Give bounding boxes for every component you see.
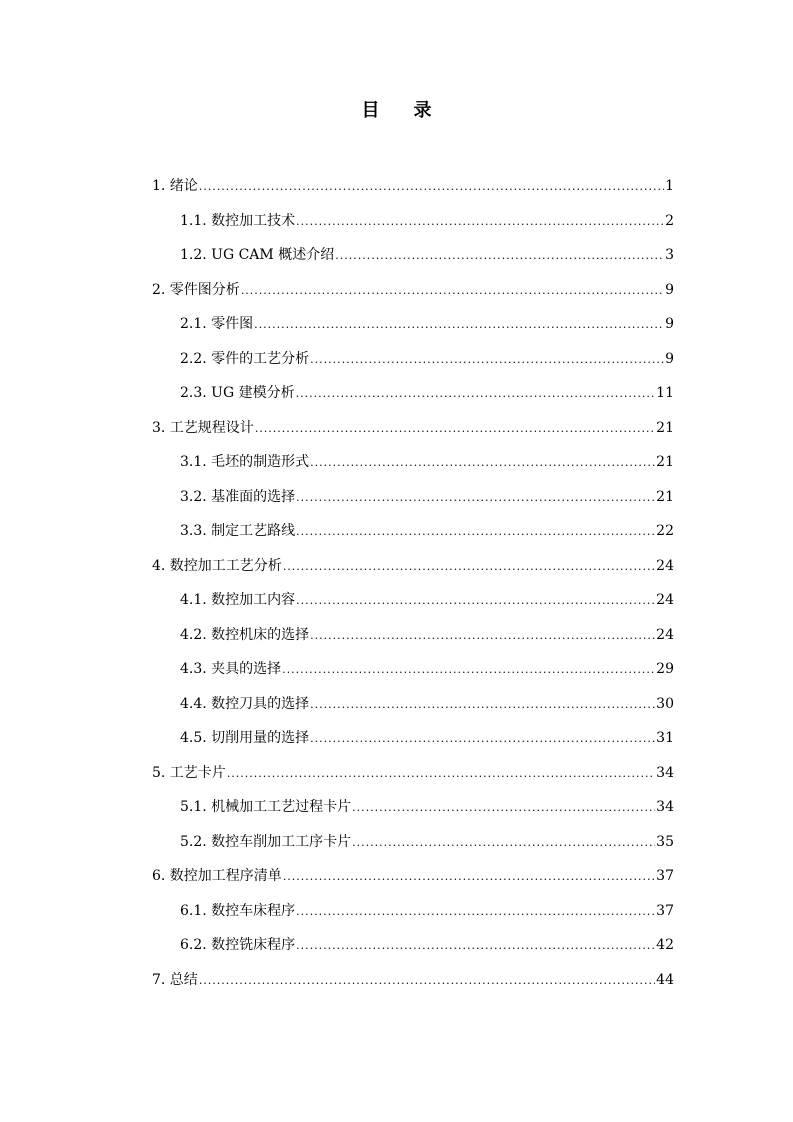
toc-subsection-entry[interactable] [152,724,674,759]
toc-entry-page-number: 30 [656,695,674,712]
toc-entry-label: 1.1. 数控加工技术 [180,212,296,229]
toc-title-char-2: 录 [413,100,432,121]
toc-entry-page-number: 21 [656,454,674,470]
toc-entry-page-number: 1 [665,178,674,194]
toc-list [152,172,674,1000]
toc-dot-leader [335,242,664,270]
toc-entry-label: 2.1. 零件图 [180,316,254,332]
toc-title [0,96,793,122]
toc-subsection-entry[interactable] [152,517,674,552]
toc-entry-label: 2. 零件图分析 [152,281,240,298]
toc-section-entry[interactable] [152,862,674,897]
toc-dot-leader [296,898,655,926]
toc-entry-page-number: 34 [656,799,674,815]
toc-entry-label: 6. 数控加工程序清单 [152,868,282,884]
toc-section-entry[interactable] [152,276,674,311]
toc-dot-leader [254,311,664,339]
toc-entry-label: 4. 数控加工工艺分析 [152,557,282,574]
toc-entry-label: 1.2. UG CAM 概述介绍 [180,247,335,263]
toc-entry-label: 5.2. 数控车削加工工序卡片 [180,833,352,850]
toc-dot-leader [283,553,655,581]
toc-subsection-entry[interactable] [152,897,674,932]
toc-dot-leader [296,484,655,512]
toc-entry-label: 4.5. 切削用量的选择 [180,730,310,746]
toc-dot-leader [310,346,664,374]
toc-entry-label: 4.2. 数控机床的选择 [180,626,310,643]
toc-title-char-1: 目 [361,100,380,121]
toc-dot-leader [296,208,664,236]
toc-section-entry[interactable] [152,966,674,1001]
toc-entry-label: 4.1. 数控加工内容 [180,592,296,608]
toc-subsection-entry[interactable] [152,345,674,380]
toc-entry-label: 5.1. 机械加工工艺过程卡片 [180,799,352,815]
toc-subsection-entry[interactable] [152,828,674,863]
toc-entry-page-number: 22 [656,523,674,539]
toc-entry-page-number: 34 [656,764,674,781]
toc-dot-leader [296,932,655,960]
toc-entry-label: 6.1. 数控车床程序 [180,902,296,919]
toc-entry-page-number: 37 [656,902,674,919]
toc-dot-leader [282,656,655,684]
toc-entry-page-number: 9 [665,350,674,367]
toc-entry-label: 3.2. 基准面的选择 [180,488,296,505]
toc-entry-page-number: 24 [656,557,674,574]
toc-dot-leader [227,760,655,788]
toc-entry-page-number: 11 [656,385,674,401]
toc-entry-label: 1. 绪论 [152,178,198,194]
toc-entry-label: 3.1. 毛坯的制造形式 [180,454,310,470]
toc-entry-label: 4.4. 数控刀具的选择 [180,695,310,712]
toc-dot-leader [199,173,664,201]
toc-entry-label: 7. 总结 [152,971,198,988]
toc-entry-page-number: 9 [665,316,674,332]
toc-dot-leader [241,277,664,305]
toc-dot-leader [352,794,655,822]
toc-subsection-entry[interactable] [152,793,674,828]
toc-dot-leader [296,380,656,408]
toc-entry-page-number: 42 [656,937,674,953]
toc-dot-leader [310,622,655,650]
toc-section-entry[interactable] [152,414,674,449]
toc-entry-page-number: 37 [656,868,674,884]
toc-subsection-entry[interactable] [152,310,674,345]
toc-entry-page-number: 35 [656,833,674,850]
toc-subsection-entry[interactable] [152,483,674,518]
toc-dot-leader [352,829,655,857]
toc-dot-leader [296,518,655,546]
toc-entry-page-number: 44 [656,971,674,988]
toc-entry-page-number: 21 [656,488,674,505]
toc-entry-page-number: 3 [665,247,674,263]
toc-entry-label: 2.2. 零件的工艺分析 [180,350,310,367]
toc-entry-page-number: 24 [656,592,674,608]
toc-subsection-entry[interactable] [152,621,674,656]
toc-subsection-entry[interactable] [152,655,674,690]
toc-subsection-entry[interactable] [152,586,674,621]
toc-entry-page-number: 29 [656,661,674,677]
toc-entry-page-number: 9 [665,281,674,298]
toc-dot-leader [310,725,655,753]
toc-dot-leader [310,691,655,719]
toc-subsection-entry[interactable] [152,207,674,242]
toc-entry-label: 3.3. 制定工艺路线 [180,523,296,539]
toc-entry-label: 5. 工艺卡片 [152,764,226,781]
toc-subsection-entry[interactable] [152,690,674,725]
toc-section-entry[interactable] [152,759,674,794]
toc-dot-leader [255,415,655,443]
toc-dot-leader [199,967,655,995]
toc-subsection-entry[interactable] [152,241,674,276]
toc-entry-label: 6.2. 数控铣床程序 [180,937,296,953]
toc-entry-page-number: 24 [656,626,674,643]
toc-subsection-entry[interactable] [152,931,674,966]
toc-entry-label: 3. 工艺规程设计 [152,419,254,436]
toc-entry-label: 2.3. UG 建模分析 [180,385,295,401]
toc-dot-leader [283,863,655,891]
toc-section-entry[interactable] [152,552,674,587]
toc-entry-page-number: 21 [656,419,674,436]
toc-section-entry[interactable] [152,172,674,207]
toc-entry-page-number: 31 [656,730,674,746]
toc-dot-leader [296,587,655,615]
toc-subsection-entry[interactable] [152,379,674,414]
toc-dot-leader [310,449,655,477]
toc-subsection-entry[interactable] [152,448,674,483]
toc-entry-page-number: 2 [665,212,674,229]
toc-entry-label: 4.3. 夹具的选择 [180,661,282,677]
